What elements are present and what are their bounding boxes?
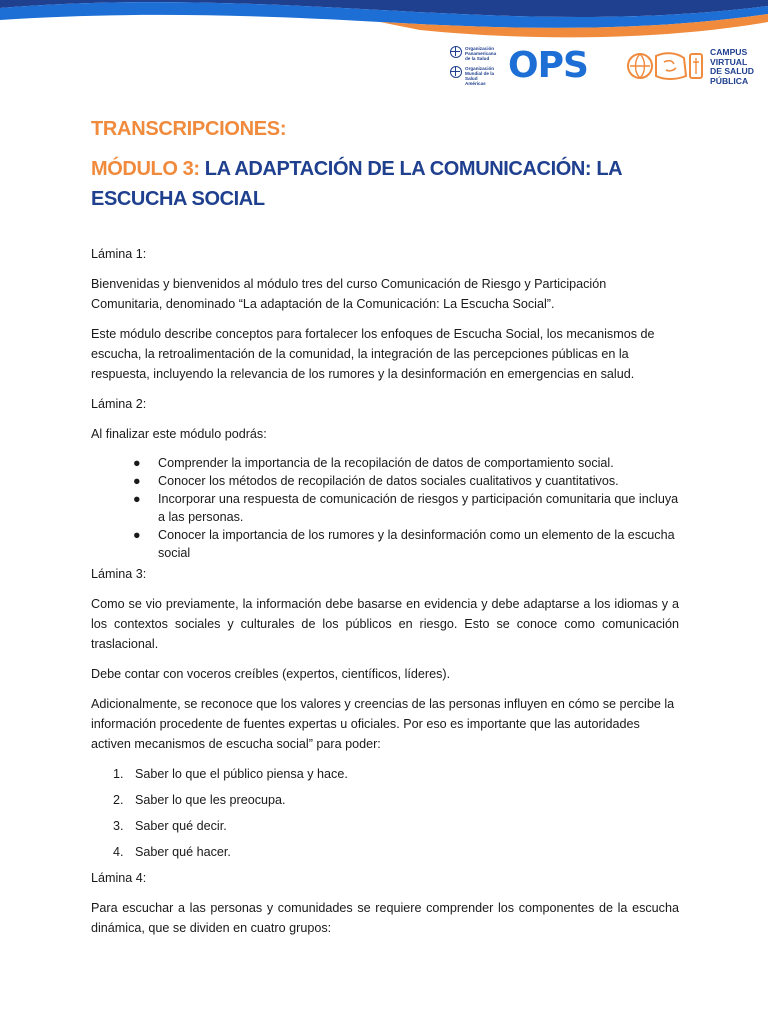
campus-text-line: VIRTUAL — [710, 56, 748, 67]
list-item — [91, 526, 679, 562]
paragraph: Como se vio previamente, la información debe basarse en evidencia y debe adaptarse a los idiomas y a los contextos sociales y culturales de los públicos en riesgo. Esto se conoce como comunicación traslacional. — [91, 597, 679, 651]
globe-icon — [450, 66, 462, 78]
module-name: LA ADAPTACIÓN DE LA COMUNICACIÓN: LA ESCUCHA SOCIAL — [91, 158, 622, 210]
paho-logo — [450, 46, 506, 90]
numbered-list — [91, 764, 679, 862]
list-item-text: Comprender la importancia de la recopilación de datos de comportamiento social. — [158, 456, 614, 470]
header-logos — [450, 44, 768, 92]
ops-logo: OPS — [508, 45, 588, 86]
campus-text-line: PÚBLICA — [710, 75, 749, 86]
bullet-icon: ● — [133, 492, 141, 506]
list-item-text: Saber lo que el público piensa y hace. — [135, 767, 348, 781]
list-item-text: Incorporar una respuesta de comunicación de riesgos y participación comunitaria que incluya a las personas. — [158, 492, 679, 524]
list-number: 3. — [113, 819, 124, 833]
module-number: MÓDULO 3: — [91, 158, 200, 180]
paragraph: Este módulo describe conceptos para fortalecer los enfoques de Escucha Social, los mecanismos de escucha, la retroalimentación de la comunidad, la integración de las percepciones públicas en la respuesta, incluyendo la relevancia de los rumores y la desinformación en emergencias en salud. — [91, 327, 655, 381]
slide-label: Lámina 3: — [91, 567, 147, 581]
bullet-icon: ● — [133, 456, 141, 470]
bullet-icon: ● — [133, 528, 141, 542]
paragraph: Debe contar con voceros creíbles (expertos, científicos, líderes). — [91, 667, 451, 681]
list-item — [91, 842, 679, 862]
list-item-text: Saber lo que les preocupa. — [135, 793, 286, 807]
document-heading: TRANSCRIPCIONES: — [91, 118, 287, 140]
paho-text-line: Panamericana — [465, 51, 497, 56]
list-item — [91, 816, 679, 836]
list-number: 1. — [113, 767, 124, 781]
campus-text-line: CAMPUS — [710, 47, 748, 57]
module-title — [91, 154, 691, 214]
list-item-text: Conocer los métodos de recopilación de datos sociales cualitativos y cuantitativos. — [158, 474, 619, 488]
list-item-text: Conocer la importancia de los rumores y la desinformación como un elemento de la escucha social — [158, 528, 675, 560]
list-item — [91, 764, 679, 784]
list-item — [91, 472, 679, 490]
who-text-line: Mundial de la Salud — [465, 71, 495, 81]
list-item — [91, 454, 679, 472]
list-number: 2. — [113, 793, 124, 807]
paho-text-line: de la Salud — [465, 56, 490, 61]
slide-label: Lámina 1: — [91, 247, 147, 261]
bullet-icon: ● — [133, 474, 141, 488]
objectives-list — [91, 454, 679, 562]
globe-icon — [450, 46, 462, 58]
who-text-line: Américas — [465, 81, 486, 86]
list-item-text: Saber qué hacer. — [135, 845, 231, 859]
transcript-body — [91, 244, 679, 948]
paragraph: Bienvenidas y bienvenidos al módulo tres del curso Comunicación de Riesgo y Participación Comunitaria, denominado “La adaptación de la Comunicación: La Escucha Social”. — [91, 277, 607, 311]
slide-label: Lámina 4: — [91, 871, 147, 885]
list-item-text: Saber qué decir. — [135, 819, 227, 833]
campus-emblem-icon — [626, 48, 706, 84]
list-item — [91, 790, 679, 810]
campus-virtual-logo-text — [710, 48, 754, 86]
paragraph: Al finalizar este módulo podrás: — [91, 427, 267, 441]
paho-text-line: Organización — [465, 46, 495, 51]
paragraph: Para escuchar a las personas y comunidades se requiere comprender los componentes de la escucha dinámica, que se dividen en cuatro grupos: — [91, 901, 679, 935]
list-item — [91, 490, 679, 526]
paragraph: Adicionalmente, se reconoce que los valores y creencias de las personas influyen en cómo se percibe la información procedente de fuentes expertas u oficiales. Por eso es importante que las autoridades activen mecanismos de escucha social” para poder: — [91, 697, 675, 751]
slide-label: Lámina 2: — [91, 397, 147, 411]
list-number: 4. — [113, 845, 124, 859]
who-text-line: Organización — [465, 66, 495, 71]
campus-text-line: DE SALUD — [710, 66, 754, 76]
